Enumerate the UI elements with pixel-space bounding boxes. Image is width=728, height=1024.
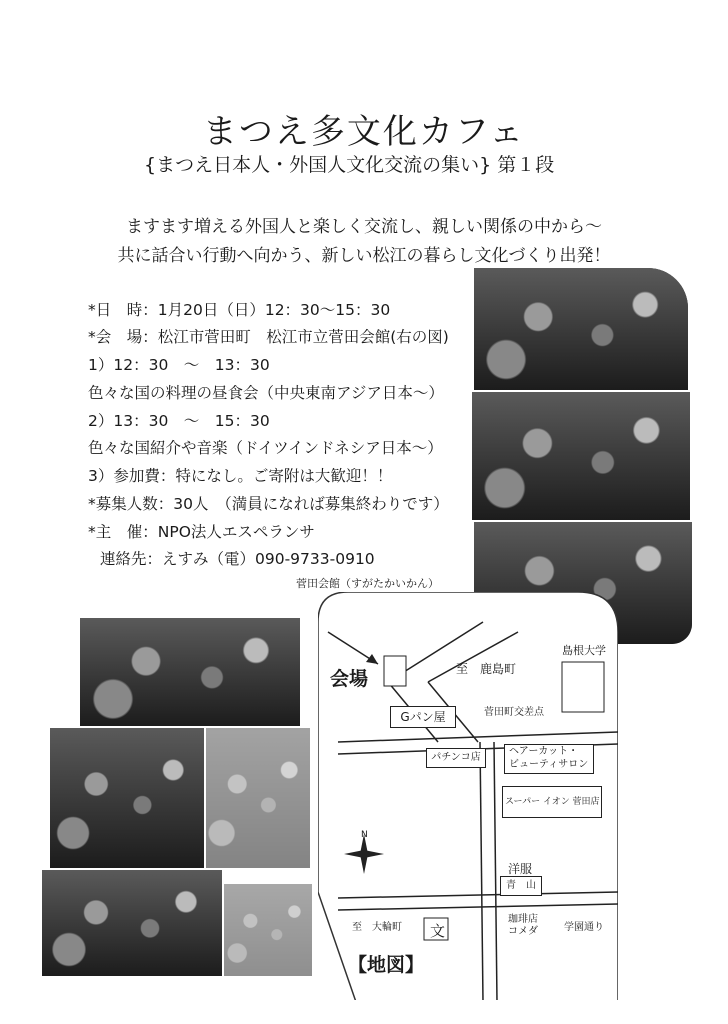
photo-costume-dancer xyxy=(206,728,310,868)
map-aoyama: 青 山 xyxy=(500,876,542,896)
lead-line-1: ますます増える外国人と楽しく交流し、親しい関係の中から～ xyxy=(126,217,602,237)
photo-group-stage xyxy=(42,870,222,976)
program-2-desc: 色々な国紹介や音楽（ドイツインドネシア日本～） xyxy=(88,439,443,457)
map-g-pan-shop: Gパン屋 xyxy=(390,706,456,728)
map-to-ohwa: 至 大輪町 xyxy=(352,922,402,933)
map-venue-building xyxy=(384,656,406,686)
lead-line-2: 共に話合い行動へ向かう、新しい松江の暮らし文化づくり出発！ xyxy=(117,246,611,266)
page-title: まつえ多文化カフェ xyxy=(202,112,526,152)
map-university-building xyxy=(562,662,604,712)
program-1-desc: 色々な国の料理の昼食会（中央東南アジア日本～） xyxy=(88,384,444,402)
program-1-time: 1）12：30 ～ 13：30 xyxy=(88,356,270,374)
map-caption: 菅田会館（すがたかいかん） xyxy=(296,577,439,590)
photo-outdoor-group xyxy=(224,884,312,976)
photo-lunch-party xyxy=(80,618,300,726)
photo-drum-performance xyxy=(474,268,688,390)
map-yofuku: 洋服 xyxy=(508,862,533,876)
map-cafe-komeda: 珈琲店 コメダ xyxy=(508,914,538,937)
map-intersection: 菅田町交差点 xyxy=(484,707,544,718)
map-gakuen-street: 学園通り xyxy=(564,922,604,933)
program-2-time: 2）13：30 ～ 15：30 xyxy=(88,412,270,430)
event-capacity: *募集人数：30人 （満員になれば募集終わりです） xyxy=(88,495,449,513)
map-to-kashima: 至 鹿島町 xyxy=(456,662,517,676)
map-aeon: スーパー イオン 菅田店 xyxy=(502,786,602,818)
event-organizer: *主 催：NPO法人エスペランサ xyxy=(88,523,315,541)
event-fee: 3）参加費：特になし。ご寄附は大歓迎！！ xyxy=(88,467,393,485)
event-venue: *会 場：松江市菅田町 松江市立菅田会館(右の図) xyxy=(88,328,449,346)
map-venue-label: 会場 xyxy=(330,668,369,690)
event-contact: 連絡先：えすみ（電）090-9733-0910 xyxy=(100,550,375,568)
map-school-icon: 文 xyxy=(430,922,446,940)
map-north-label: N xyxy=(361,830,368,840)
photo-speaker xyxy=(50,728,204,868)
map-title-label: 【地図】 xyxy=(348,954,425,976)
subtitle: {まつえ日本人・外国人文化交流の集い} 第１段 xyxy=(144,154,555,176)
photo-dance-performance xyxy=(472,392,690,520)
map-hair-salon: ヘアーカット・ ビューティサロン xyxy=(504,744,594,774)
map-shimane-university: 島根大学 xyxy=(562,644,606,657)
event-date: *日 時：1月20日（日）12：30～15：30 xyxy=(88,301,391,319)
map-pachinko: パチンコ店 xyxy=(426,748,486,768)
